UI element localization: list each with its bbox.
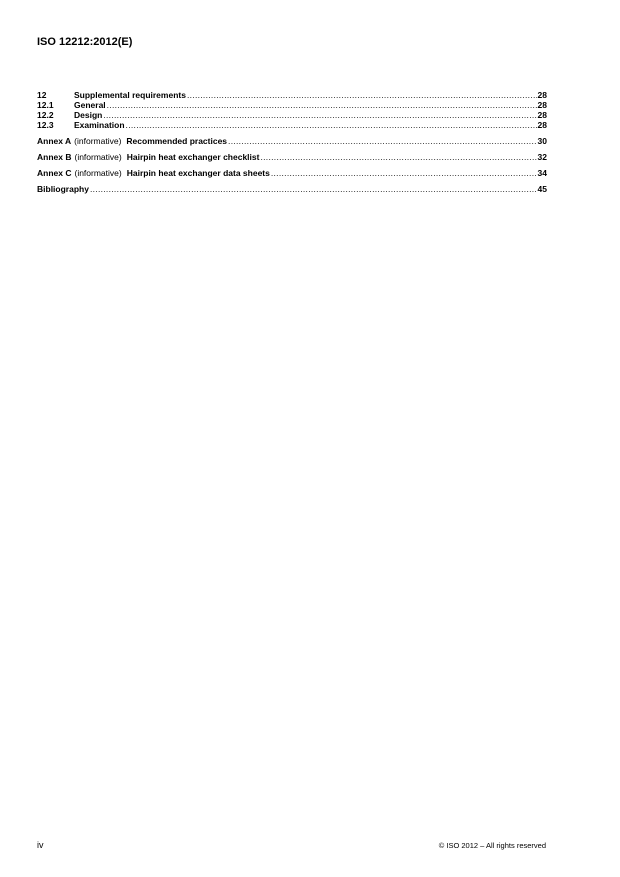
table-of-contents [37,90,547,194]
annex-page: 30 [537,136,547,146]
annex-title: Recommended practices [126,136,228,146]
annex-title: Hairpin heat exchanger checklist [126,152,260,162]
toc-entry-page: 28 [537,110,547,120]
leader-dots [103,110,536,120]
leader-dots [271,168,537,178]
toc-entry-title: Design [74,110,103,120]
leader-dots [187,90,537,100]
toc-entry[interactable] [37,110,547,120]
toc-bibliography-entry[interactable] [37,184,547,194]
toc-entry-title: Examination [74,120,125,130]
toc-annex-entry[interactable] [37,136,547,146]
annex-page: 32 [537,152,547,162]
toc-entry-number: 12.3 [37,120,54,130]
annex-page: 34 [537,168,547,178]
annex-type: (informative) [74,136,122,146]
bibliography-title: Bibliography [37,184,89,194]
toc-entry-title: Supplemental requirements [74,90,186,100]
toc-entry-number: 12.1 [37,100,54,110]
toc-entry[interactable] [37,120,547,130]
toc-annex-entry[interactable] [37,168,547,178]
annex-label: Annex A [37,136,72,146]
leader-dots [90,184,537,194]
toc-entry-number: 12 [37,90,47,100]
leader-dots [228,136,537,146]
toc-entry-page: 28 [537,120,547,130]
annex-title: Hairpin heat exchanger data sheets [126,168,270,178]
leader-dots [107,100,537,110]
document-header: ISO 12212:2012(E) [37,36,133,48]
annex-label: Annex B [37,152,72,162]
toc-entry-page: 28 [537,100,547,110]
annex-type: (informative) [74,168,122,178]
page-number: iv [37,840,44,850]
toc-entry[interactable] [37,100,547,110]
annex-label: Annex C [37,168,72,178]
leader-dots [260,152,536,162]
bibliography-page: 45 [537,184,547,194]
annex-type: (informative) [74,152,122,162]
toc-entry-number: 12.2 [37,110,54,120]
leader-dots [126,120,537,130]
toc-entry[interactable] [37,90,547,100]
toc-entry-page: 28 [537,90,547,100]
toc-annex-entry[interactable] [37,152,547,162]
copyright-notice: © ISO 2012 – All rights reserved [438,841,546,850]
toc-entry-title: General [74,100,106,110]
